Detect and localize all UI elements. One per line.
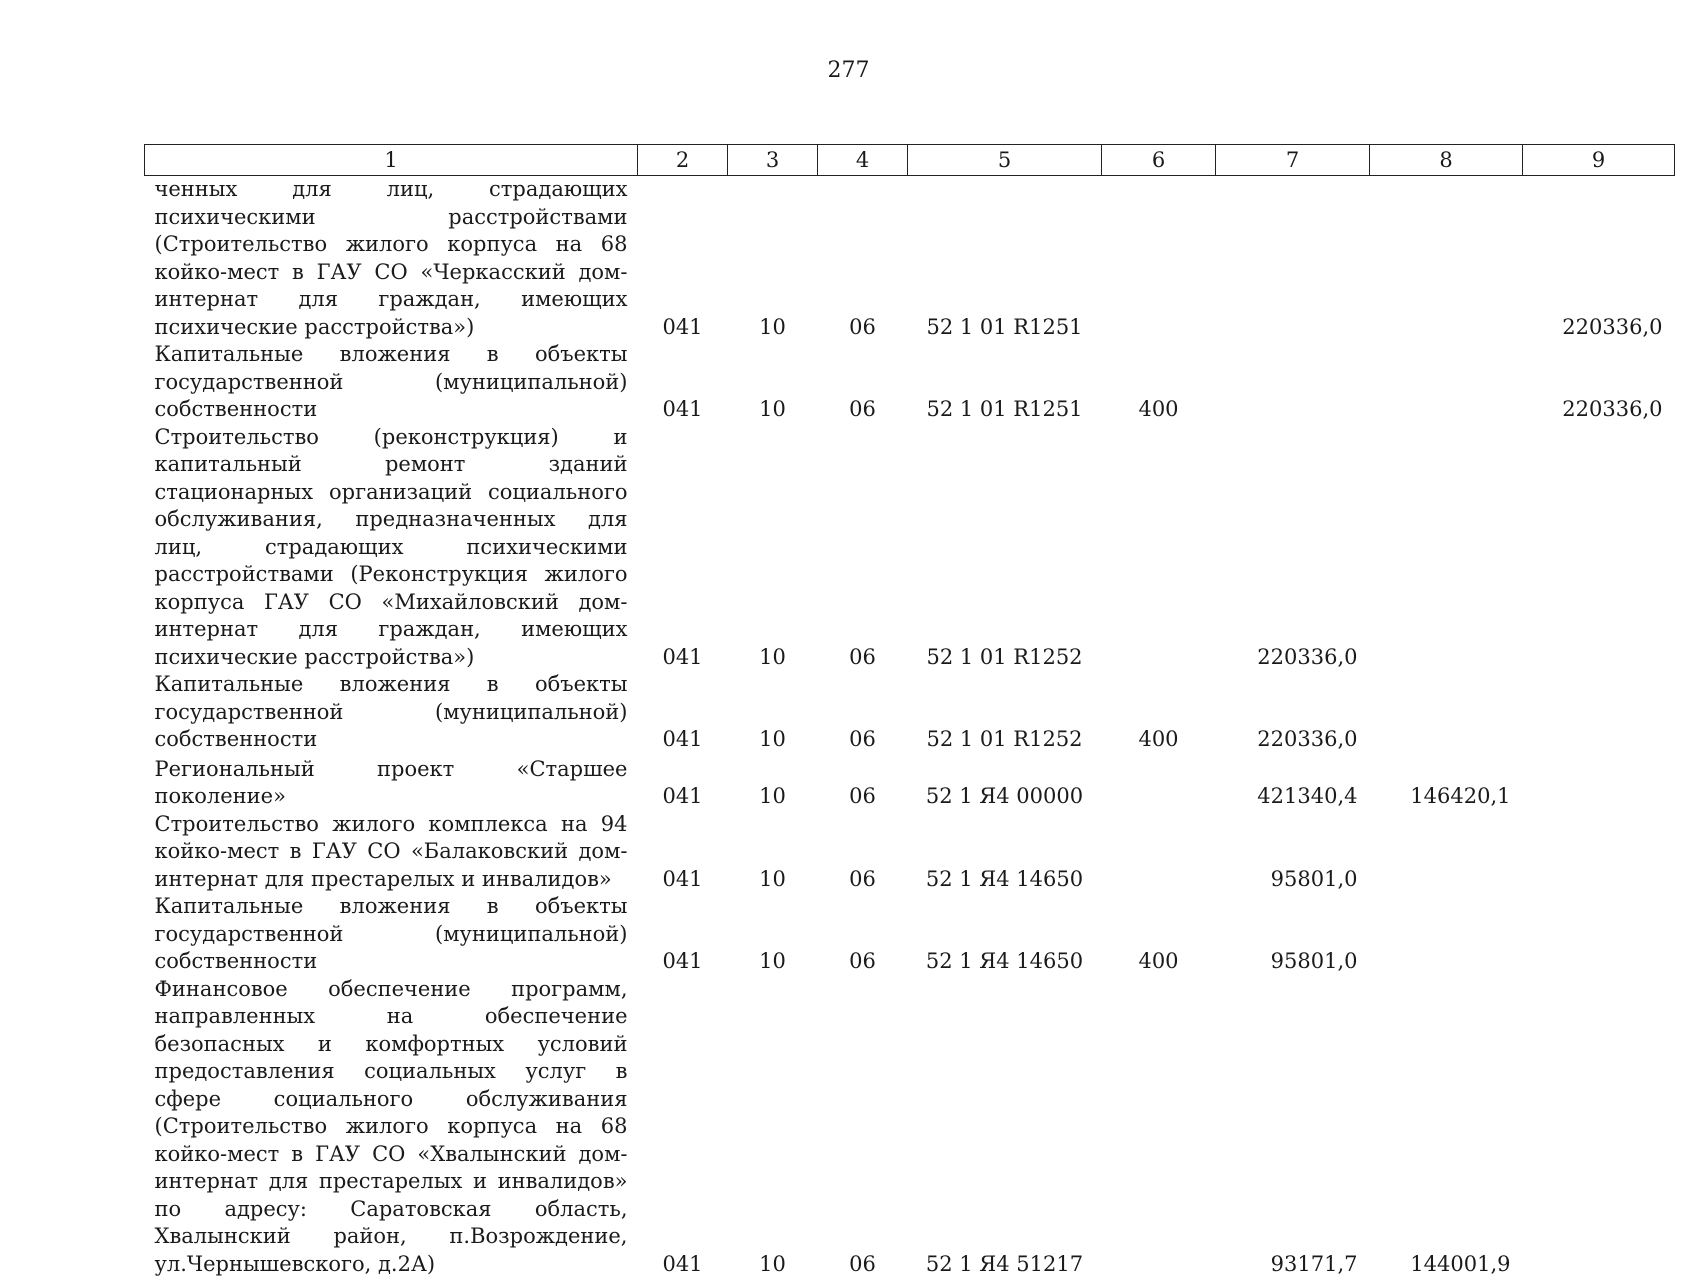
row-col-8 <box>1370 424 1523 672</box>
row-col-5: 52 1 Я4 14650 <box>908 893 1102 976</box>
header-col-3: 3 <box>728 145 818 176</box>
row-col-7: 220336,0 <box>1216 671 1370 754</box>
row-col-6 <box>1102 976 1216 1278</box>
row-col-2: 041 <box>638 976 728 1278</box>
row-col-6 <box>1102 754 1216 811</box>
row-description: Строительство (реконструкция) и капитальный ремонт зданий стационарных организаций социального обслуживания, предназначенных для лиц, страдающих психическими расстройствами (Реконструкция жилого корпуса ГАУ СО «Михайловский дом-интернат для граждан, имеющих психические расстройства») <box>145 424 638 672</box>
row-col-2: 041 <box>638 811 728 894</box>
row-col-8 <box>1370 893 1523 976</box>
row-col-4: 06 <box>818 341 908 424</box>
row-description: Финансовое обеспечение программ, направленных на обеспечение безопасных и комфортных условий предоставления социальных услуг в сфере социального обслуживания (Строительство жилого корпуса на 68 койко-мест в ГАУ СО «Хвалынский дом-интернат для престарелых и инвалидов» по адресу: Саратовская область, Хвалынский район, п.Возрождение, ул.Чернышевского, д.2А) <box>145 976 638 1278</box>
row-col-7: 220336,0 <box>1216 424 1370 672</box>
row-col-2: 041 <box>638 893 728 976</box>
row-col-5: 52 1 01 R1251 <box>908 176 1102 342</box>
table-row <box>145 424 1675 672</box>
table-row <box>145 754 1675 811</box>
budget-table <box>144 144 1675 1278</box>
table-row <box>145 671 1675 754</box>
row-col-6: 400 <box>1102 341 1216 424</box>
row-description: Региональный проект «Старшее поколение» <box>145 754 638 811</box>
row-col-4: 06 <box>818 671 908 754</box>
page-number: 277 <box>0 58 1697 83</box>
row-col-8: 144001,9 <box>1370 976 1523 1278</box>
header-col-6: 6 <box>1102 145 1216 176</box>
row-col-2: 041 <box>638 754 728 811</box>
row-col-4: 06 <box>818 976 908 1278</box>
header-row <box>145 145 1675 176</box>
row-col-4: 06 <box>818 893 908 976</box>
row-col-5: 52 1 01 R1252 <box>908 424 1102 672</box>
table-header <box>145 145 1675 176</box>
header-col-1: 1 <box>145 145 638 176</box>
row-col-3: 10 <box>728 976 818 1278</box>
row-col-3: 10 <box>728 671 818 754</box>
row-description: ченных для лиц, страдающих психическими расстройствами (Строительство жилого корпуса на 68 койко-мест в ГАУ СО «Черкасский дом-интернат для граждан, имеющих психические расстройства») <box>145 176 638 342</box>
row-col-4: 06 <box>818 424 908 672</box>
table-row <box>145 811 1675 894</box>
row-col-2: 041 <box>638 176 728 342</box>
table-row <box>145 176 1675 342</box>
row-col-5: 52 1 Я4 00000 <box>908 754 1102 811</box>
row-col-6 <box>1102 811 1216 894</box>
row-col-4: 06 <box>818 811 908 894</box>
row-col-6 <box>1102 176 1216 342</box>
header-col-4: 4 <box>818 145 908 176</box>
row-col-5: 52 1 01 R1251 <box>908 341 1102 424</box>
header-col-7: 7 <box>1216 145 1370 176</box>
row-col-7: 421340,4 <box>1216 754 1370 811</box>
row-col-9 <box>1523 671 1675 754</box>
row-description: Капитальные вложения в объекты государственной (муниципальной) собственности <box>145 341 638 424</box>
row-col-9: 220336,0 <box>1523 176 1675 342</box>
row-col-7: 93171,7 <box>1216 976 1370 1278</box>
header-col-9: 9 <box>1523 145 1675 176</box>
row-col-6: 400 <box>1102 893 1216 976</box>
row-col-7: 95801,0 <box>1216 893 1370 976</box>
table-row <box>145 341 1675 424</box>
row-col-8 <box>1370 811 1523 894</box>
table-row <box>145 976 1675 1278</box>
row-col-7: 95801,0 <box>1216 811 1370 894</box>
row-col-7 <box>1216 176 1370 342</box>
row-description: Капитальные вложения в объекты государственной (муниципальной) собственности <box>145 671 638 754</box>
row-description: Строительство жилого комплекса на 94 койко-мест в ГАУ СО «Балаковский дом-интернат для престарелых и инвалидов» <box>145 811 638 894</box>
row-col-9 <box>1523 976 1675 1278</box>
row-col-4: 06 <box>818 754 908 811</box>
row-col-2: 041 <box>638 341 728 424</box>
row-col-7 <box>1216 341 1370 424</box>
row-col-5: 52 1 Я4 14650 <box>908 811 1102 894</box>
row-col-9 <box>1523 424 1675 672</box>
header-col-8: 8 <box>1370 145 1523 176</box>
row-col-2: 041 <box>638 424 728 672</box>
row-col-2: 041 <box>638 671 728 754</box>
table-row <box>145 893 1675 976</box>
table-body <box>145 176 1675 1278</box>
row-col-9 <box>1523 811 1675 894</box>
header-col-2: 2 <box>638 145 728 176</box>
row-col-3: 10 <box>728 893 818 976</box>
row-col-8: 146420,1 <box>1370 754 1523 811</box>
row-description: Капитальные вложения в объекты государственной (муниципальной) собственности <box>145 893 638 976</box>
row-col-3: 10 <box>728 341 818 424</box>
row-col-9 <box>1523 893 1675 976</box>
row-col-8 <box>1370 671 1523 754</box>
row-col-5: 52 1 01 R1252 <box>908 671 1102 754</box>
row-col-5: 52 1 Я4 51217 <box>908 976 1102 1278</box>
row-col-3: 10 <box>728 424 818 672</box>
row-col-3: 10 <box>728 176 818 342</box>
row-col-6 <box>1102 424 1216 672</box>
row-col-8 <box>1370 341 1523 424</box>
row-col-8 <box>1370 176 1523 342</box>
row-col-9: 220336,0 <box>1523 341 1675 424</box>
row-col-6: 400 <box>1102 671 1216 754</box>
row-col-3: 10 <box>728 754 818 811</box>
row-col-3: 10 <box>728 811 818 894</box>
header-col-5: 5 <box>908 145 1102 176</box>
row-col-9 <box>1523 754 1675 811</box>
row-col-4: 06 <box>818 176 908 342</box>
